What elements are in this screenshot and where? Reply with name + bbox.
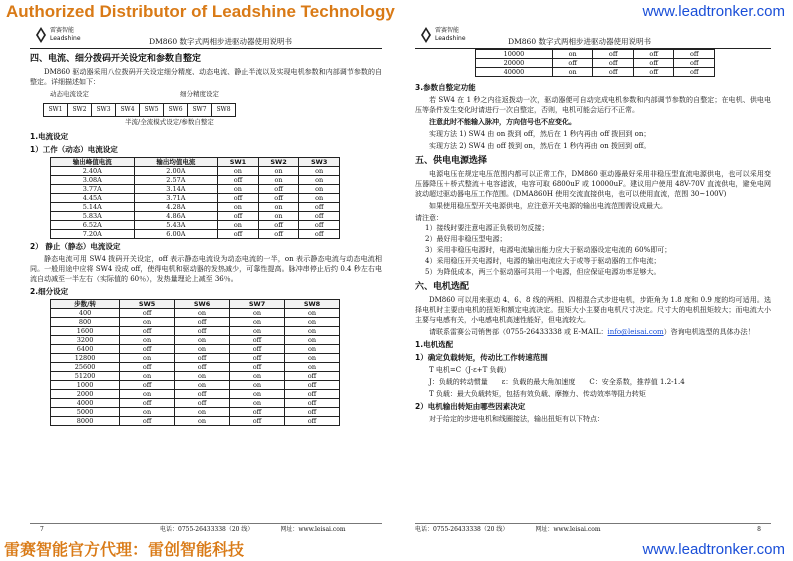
table-cell: off [230, 354, 285, 363]
table-cell: on [175, 309, 230, 318]
notice-item: 3）采用非稳压电源时，电源电流输出能力应大于驱动器设定电流的 60%即可； [425, 246, 672, 254]
power-text-1: 电源电压在规定电压范围内都可以正常工作，DM860 驱动器最好采用非稳压型直流电源供电，也可以采用变压器降压＋桥式整流＋电容滤波，电容可取 6800uF 或 10000uF。建议用户使用 48V-70V 直流供电，避免电网波动超过驱动器电压工作范围。(DMA860H 使用交流直接供电，也可以使用直流，范围 30~100V) [415, 170, 771, 198]
switch-labels-top [30, 89, 382, 101]
table-cell: off [299, 212, 340, 221]
table-cell: off [230, 417, 285, 426]
table-row [51, 327, 340, 336]
table-cell: off [175, 327, 230, 336]
table-cell: off [230, 345, 285, 354]
table-cell: off [285, 372, 340, 381]
table-cell: on [218, 185, 259, 194]
table-cell: on [175, 417, 230, 426]
section4-title: 四、电流、细分拨码开关设定和参数自整定 [30, 54, 202, 64]
table-cell: 4.86A [134, 212, 218, 221]
table-row [51, 381, 340, 390]
table-cell: off [175, 318, 230, 327]
table-cell: on [120, 336, 175, 345]
leadshine-logo-icon [419, 26, 433, 44]
dynamic-current-label: 动态电流设定 [50, 90, 89, 98]
torque-formula: T 电机=C（J·ε+T 负载） [429, 366, 511, 374]
table-cell: off [258, 221, 299, 230]
table-cell: on [218, 221, 259, 230]
table-cell: off [258, 230, 299, 239]
table-cell: on [175, 381, 230, 390]
table-cell: on [285, 363, 340, 372]
table-cell: on [230, 399, 285, 408]
table-cell: 1000 [51, 381, 120, 390]
table-cell: on [120, 354, 175, 363]
table-cell: 800 [51, 318, 120, 327]
notice-item: 1）接线时要注意电源正负极切勿反接； [425, 224, 549, 232]
table-cell: off [633, 50, 674, 59]
footer-contact: 电话：0755-26433338（20 线） 网址：www.leisai.com [160, 526, 346, 533]
autotune-method-2: 实现方法 2) SW4 由 off 拨到 on，然后在 1 秒内再由 on 拨回到 off。 [429, 142, 651, 150]
table-cell: off [299, 230, 340, 239]
table-cell: off [175, 354, 230, 363]
table-cell: off [299, 221, 340, 230]
logo-cn: 雷赛智能 [435, 27, 460, 34]
switch-box: SW1 [43, 103, 68, 117]
table-cell: on [120, 408, 175, 417]
table-cell: 1600 [51, 327, 120, 336]
doc-title: DM860 数字式两相步进驱动器使用说明书 [149, 37, 292, 46]
table-cell: off [230, 408, 285, 417]
table-header-cell: SW8 [285, 300, 340, 309]
power-text-2: 如果使用稳压型开关电源供电，应注意开关电源的输出电流范围需设成最大。 [429, 202, 667, 210]
section5-title: 五、供电电源选择 [415, 156, 488, 166]
static-current-heading: 2） 静止（静态）电流设定 [30, 242, 121, 251]
table-cell: on [258, 212, 299, 221]
notice-item: 5）为降低成本，两三个驱动器可共用一个电源，但应保证电源功率足够大。 [425, 268, 661, 276]
table-cell: off [175, 399, 230, 408]
table-cell: on [218, 203, 259, 212]
table-cell: on [120, 318, 175, 327]
table-cell: 25600 [51, 363, 120, 372]
table-cell: on [285, 345, 340, 354]
table-row [51, 417, 340, 426]
table-row [51, 372, 340, 381]
table-row [51, 354, 340, 363]
table-cell: on [299, 176, 340, 185]
switch-box: SW3 [91, 103, 116, 117]
table-cell: 400 [51, 309, 120, 318]
table-cell: off [120, 309, 175, 318]
output-torque-heading: 2）电机输出转矩由哪些因素决定 [415, 402, 526, 411]
table-header-cell: SW1 [218, 158, 259, 167]
table-cell: on [299, 185, 340, 194]
table-cell: off [593, 59, 634, 68]
logo-en: Leadshine [50, 35, 81, 42]
table-cell: off [674, 59, 715, 68]
autotune-note: 注意此时不能输入脉冲，方向信号也不应变化。 [429, 117, 576, 126]
table-cell: on [230, 327, 285, 336]
table-cell: off [218, 176, 259, 185]
motor-text-1: DM860 可以用来驱动 4、6、8 线的两相、四相混合式步进电机，步距角为 1.8 度和 0.9 度的均可适用。选择电机时主要由电机的扭矩和额定电流决定。扭矩大小主要由电机尺寸决定。尺寸大的电机扭矩较大；而电流大小主要与电感有关，小电感电机高速性能好，但电流较大。 [415, 296, 771, 324]
section6-title: 六、电机选配 [415, 282, 470, 292]
table-row [51, 221, 340, 230]
table-cell: off [285, 381, 340, 390]
logo-cn: 雷赛智能 [50, 27, 75, 34]
right-page [415, 24, 771, 536]
table-cell: off [120, 399, 175, 408]
leadshine-logo [419, 24, 466, 46]
table-cell: off [674, 68, 715, 77]
table-header-cell: 步数/转 [51, 300, 120, 309]
table-cell: off [285, 399, 340, 408]
table-cell: 3.14A [134, 185, 218, 194]
page-number: 8 [757, 526, 761, 533]
table-cell: on [285, 354, 340, 363]
autotune-heading: 3.参数自整定功能 [415, 83, 476, 92]
table-row [51, 408, 340, 417]
table-cell: 4.45A [51, 194, 135, 203]
table-cell: 7.20A [51, 230, 135, 239]
table-cell: off [230, 363, 285, 372]
table-cell: off [633, 59, 674, 68]
current-setting-heading: 1.电流设定 [30, 132, 69, 141]
switch-box: SW6 [163, 103, 188, 117]
table-header-cell: SW3 [299, 158, 340, 167]
table-cell: 5.43A [134, 221, 218, 230]
table-cell: off [120, 345, 175, 354]
table-row [51, 167, 340, 176]
agent-banner: 雷赛智能官方代理：雷创智能科技 [4, 540, 245, 559]
table-cell: off [285, 408, 340, 417]
table-cell: off [258, 185, 299, 194]
table-row [476, 50, 715, 59]
table-cell: on [175, 336, 230, 345]
microstep-table [50, 299, 340, 426]
table-cell: off [218, 212, 259, 221]
motor-select-heading: 1.电机选配 [415, 340, 454, 349]
table-cell: off [552, 59, 593, 68]
table-cell: off [218, 230, 259, 239]
distributor-banner: Authorized Distributor of Leadshine Technology [6, 2, 395, 21]
section4-intro: DM860 驱动器采用八位拨码开关设定细分精度、动态电流、静止半流以及实现电机参数和内部调节参数的自整定。详细描述如下： [30, 68, 382, 86]
table-cell: on [299, 194, 340, 203]
table-cell: off [175, 363, 230, 372]
logo-en: Leadshine [435, 35, 466, 42]
formula-desc-2: T 负载：最大负载转矩，包括有效负载、摩擦力、传动效率等阻力转矩 [429, 390, 646, 398]
motor-contact-tail: ）咨询电机选型的具体办法！ [663, 328, 755, 336]
table-cell: 5.14A [51, 203, 135, 212]
doc-title: DM860 数字式两相步进驱动器使用说明书 [508, 37, 651, 46]
table-cell: off [633, 68, 674, 77]
email-link[interactable]: info@leisai.com [607, 328, 664, 336]
table-cell: 3.77A [51, 185, 135, 194]
page-header [30, 24, 382, 49]
autotune-method-1: 实现方法 1) SW4 由 on 拨到 off，然后在 1 秒内再由 off 拨回到 on； [429, 130, 651, 138]
table-cell: off [593, 68, 634, 77]
notice-item: 4）采用稳压开关电源时，电源的输出电流应大于或等于驱动器的工作电流； [425, 257, 661, 265]
table-cell: on [120, 390, 175, 399]
microstep-table-continued [475, 49, 715, 77]
table-cell: 40000 [476, 68, 553, 77]
switch-box: SW7 [187, 103, 212, 117]
notice-label: 请注意： [415, 214, 443, 222]
current-table [50, 157, 340, 239]
motor-contact-text: 请联系雷赛公司销售部（0755-26433338 或 E-MAIL： [429, 328, 608, 336]
table-row [51, 194, 340, 203]
table-cell: on [552, 68, 593, 77]
footer-contact: 电话：0755-26433338（20 线） 网址：www.leisai.com [415, 526, 601, 533]
table-cell: on [230, 390, 285, 399]
table-cell: off [120, 381, 175, 390]
table-cell: off [258, 194, 299, 203]
page-footer [30, 523, 382, 536]
table-cell: on [285, 327, 340, 336]
table-row [51, 363, 340, 372]
table-row [51, 203, 340, 212]
table-cell: on [175, 345, 230, 354]
table-cell: on [230, 309, 285, 318]
load-torque-heading: 1）确定负载转矩，传动比工作转速范围 [415, 353, 548, 362]
table-header-cell: SW5 [120, 300, 175, 309]
table-cell: on [299, 167, 340, 176]
table-cell: off [175, 390, 230, 399]
table-cell: on [120, 372, 175, 381]
table-header-cell: 输出峰值电流 [51, 158, 135, 167]
dynamic-current-heading: 1）工作（动态）电流设定 [30, 145, 118, 154]
table-cell: on [285, 309, 340, 318]
left-page [30, 24, 382, 536]
table-header-cell: SW2 [258, 158, 299, 167]
table-cell: 6400 [51, 345, 120, 354]
table-row [476, 68, 715, 77]
table-cell: off [230, 336, 285, 345]
table-cell: off [285, 390, 340, 399]
leadshine-logo [34, 24, 81, 46]
microstep-heading: 2.细分设定 [30, 287, 69, 296]
table-row [51, 336, 340, 345]
page-number: 7 [40, 526, 44, 533]
motor-contact [415, 327, 771, 337]
table-cell: 6.00A [134, 230, 218, 239]
table-cell: on [230, 372, 285, 381]
table-cell: on [285, 336, 340, 345]
table-cell: 2000 [51, 390, 120, 399]
table-row [51, 230, 340, 239]
table-cell: off [674, 50, 715, 59]
table-cell: off [120, 417, 175, 426]
table-cell: 5000 [51, 408, 120, 417]
table-header-cell: SW7 [230, 300, 285, 309]
table-cell: on [258, 176, 299, 185]
table-header-cell: SW6 [175, 300, 230, 309]
table-cell: off [285, 417, 340, 426]
table-cell: on [552, 50, 593, 59]
table-cell: 20000 [476, 59, 553, 68]
table-cell: on [230, 318, 285, 327]
website-link-top[interactable]: www.leadtronker.com [642, 3, 785, 20]
table-row [51, 318, 340, 327]
table-cell: off [120, 327, 175, 336]
website-link-bottom[interactable]: www.leadtronker.com [642, 541, 785, 558]
table-cell: on [175, 408, 230, 417]
table-cell: 6.52A [51, 221, 135, 230]
switch-box: SW5 [139, 103, 164, 117]
table-cell: off [299, 203, 340, 212]
table-row [51, 345, 340, 354]
page-footer [415, 523, 771, 536]
table-cell: 12800 [51, 354, 120, 363]
halfcurrent-label: 半流/全流模式设定/参数自整定 [125, 118, 214, 126]
table-cell: on [258, 167, 299, 176]
table-cell: 2.57A [134, 176, 218, 185]
switch-box: SW8 [211, 103, 236, 117]
notice-item: 2）最好用非稳压型电源； [425, 235, 507, 243]
table-cell: off [120, 363, 175, 372]
table-cell: on [285, 318, 340, 327]
table-cell: off [593, 50, 634, 59]
table-row [51, 399, 340, 408]
table-header-cell: 输出均值电流 [134, 158, 218, 167]
table-cell: 51200 [51, 372, 120, 381]
table-cell: on [230, 381, 285, 390]
table-cell: on [258, 203, 299, 212]
static-current-text: 静态电流可用 SW4 拨码开关设定，off 表示静态电流设为动态电流的一半，on 表示静态电流与动态电流相同。一般用途中应将 SW4 设成 off，使得电机和驱动器的发热减少，可靠性提高。脉冲串停止后约 0.4 秒左右电流自动减至一半左右（实际值的 60％），发热量理论上减至 36％。 [30, 255, 382, 283]
table-cell: 3200 [51, 336, 120, 345]
table-cell: off [218, 194, 259, 203]
leadshine-logo-icon [34, 26, 48, 44]
table-row [51, 185, 340, 194]
table-cell: 3.71A [134, 194, 218, 203]
table-cell: 5.83A [51, 212, 135, 221]
table-cell: 8000 [51, 417, 120, 426]
dip-switch-diagram [44, 103, 382, 117]
table-cell: 4.28A [134, 203, 218, 212]
formula-desc: J：负载的转动惯量 ε：负载的最大角加速度 C：安全系数，推荐值 1.2-1.4 [429, 378, 685, 386]
table-row [51, 309, 340, 318]
table-row [51, 390, 340, 399]
switch-labels-bottom [30, 117, 382, 129]
table-row [51, 212, 340, 221]
page-header [415, 24, 771, 49]
table-row [476, 59, 715, 68]
switch-box: SW2 [67, 103, 92, 117]
switch-box: SW4 [115, 103, 140, 117]
table-cell: 4000 [51, 399, 120, 408]
autotune-text: 若 SW4 在 1 秒之内往返拨动一次，驱动器便可自动完成电机参数和内部调节参数的自整定；在电机、供电电压等条件发生变化时请进行一次自整定，否则，电机可能会运行不正常。 [415, 96, 771, 114]
table-cell: 2.00A [134, 167, 218, 176]
table-cell: 2.40A [51, 167, 135, 176]
table-row [51, 176, 340, 185]
table-cell: on [175, 372, 230, 381]
output-torque-text: 对于给定的步进电机和线圈接法，输出扭矩有以下特点： [429, 415, 604, 423]
table-cell: on [218, 167, 259, 176]
microstep-label: 细分精度设定 [180, 90, 219, 98]
table-cell: 3.08A [51, 176, 135, 185]
table-cell: 10000 [476, 50, 553, 59]
